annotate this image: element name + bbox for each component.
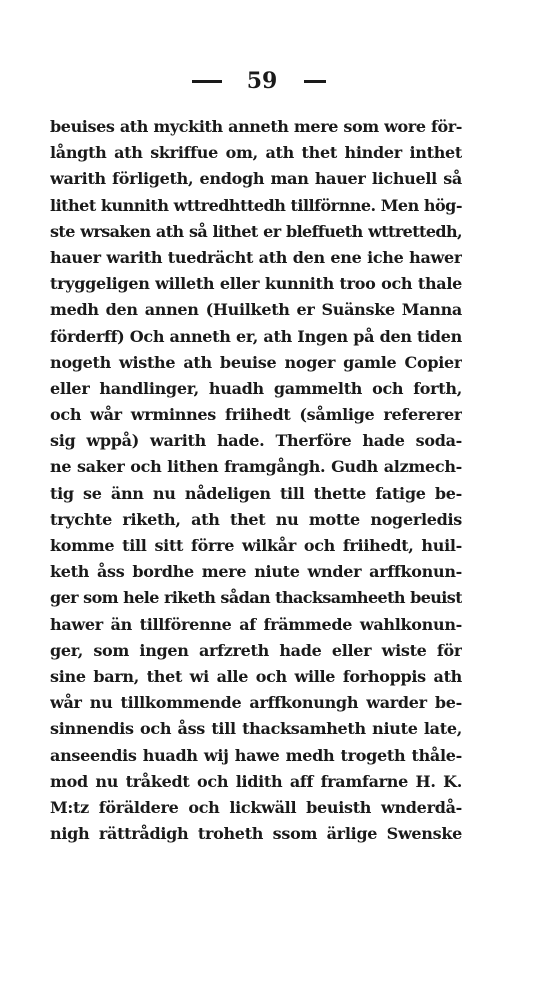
text-line: keth åss bordhe mere niute wnder arffkonun- bbox=[50, 562, 462, 582]
text-line: hauer warith tuedrächt ath den ene iche hawer bbox=[50, 247, 462, 267]
page-number: 59 bbox=[246, 68, 278, 94]
text-line: långth ath skriffue om, ath thet hinder inthet bbox=[50, 143, 462, 163]
text-line: eller handlinger, huadh gammelth och forth, bbox=[50, 378, 462, 398]
text-line: tig se änn nu nådeligen till thette fatige be- bbox=[50, 483, 462, 503]
text-line: nogeth wisthe ath beuise noger gamle Copier bbox=[50, 352, 462, 372]
text-line: ste wrsaken ath så lithet er bleffueth wttrettedh, bbox=[50, 221, 462, 241]
text-line: mod nu tråkedt och lidith aff framfarne H. K. bbox=[50, 771, 462, 791]
text-line: och wår wrminnes friihedt (såmlige refererer bbox=[50, 405, 462, 425]
text-line: medh den annen (Huilketh er Suänske Manna bbox=[50, 300, 462, 320]
text-line: komme till sitt förre wilkår och friihedt, huil- bbox=[50, 536, 462, 555]
text-line: ne saker och lithen framgångh. Gudh alzmech- bbox=[50, 457, 462, 477]
text-line: nigh rättrådigh troheth ssom ärlige Swenske bbox=[50, 824, 462, 844]
text-line: ger, som ingen arfzreth hade eller wiste för bbox=[50, 640, 462, 660]
text-line: beuises ath myckith anneth mere som wore för- bbox=[50, 117, 462, 136]
text-line: warith förligeth, endogh man hauer lichuell så bbox=[50, 169, 462, 189]
text-line: ger som hele riketh sådan thacksamheeth beuist bbox=[50, 588, 462, 608]
text-line: förderff) Och anneth er, ath Ingen på den tiden bbox=[50, 326, 462, 346]
page-header bbox=[0, 66, 560, 96]
text-line: tryggeligen willeth eller kunnith troo och thale bbox=[50, 274, 462, 294]
text-line: wår nu tillkommende arffkonungh warder be- bbox=[50, 693, 462, 713]
text-line: M:tz föräldere och lickwäll beuisth wnderdå- bbox=[50, 797, 462, 817]
text-line: trychte riketh, ath thet nu motte nogerledis bbox=[50, 509, 462, 529]
text-line: sinnendis och åss till thacksamheth niute late, bbox=[50, 719, 462, 739]
text-line: sig wppå) warith hade. Therföre hade soda- bbox=[50, 431, 462, 451]
header-left-rule bbox=[192, 80, 222, 83]
text-line: anseendis huadh wij hawe medh trogeth thåle- bbox=[50, 745, 462, 765]
header-right-rule bbox=[304, 80, 326, 83]
body-text bbox=[50, 114, 462, 847]
text-line: sine barn, thet wi alle och wille forhoppis ath bbox=[50, 666, 462, 686]
text-line: lithet kunnith wttredhttedh tillförnne. Men hög- bbox=[50, 195, 462, 215]
text-line: hawer än tillförenne af främmede wahlkonun- bbox=[50, 614, 462, 634]
